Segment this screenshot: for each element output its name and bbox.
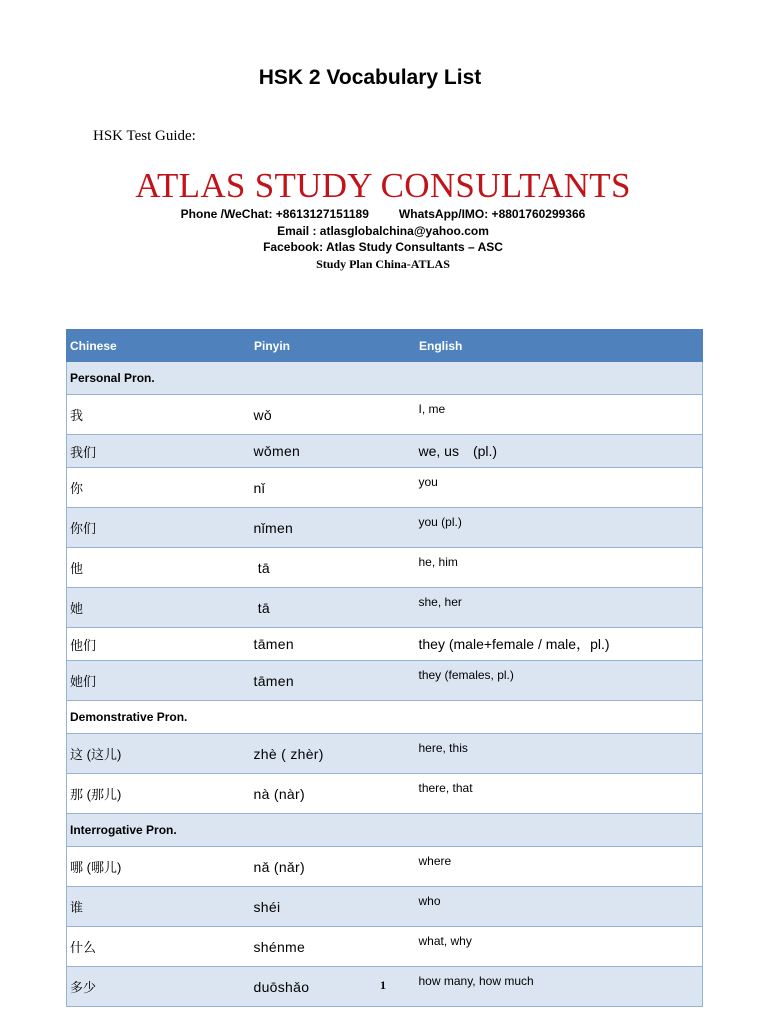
table-row <box>67 734 703 774</box>
section-row <box>67 814 703 847</box>
table-row <box>67 588 703 628</box>
phone-line <box>0 207 766 221</box>
pinyin-cell: shénme <box>251 927 416 967</box>
pinyin-cell: tāmen <box>251 661 416 701</box>
table-row <box>67 548 703 588</box>
section-label: Personal Pron. <box>67 362 703 395</box>
pinyin-cell: nǐ <box>251 468 416 508</box>
english-cell: what, why <box>416 927 703 967</box>
chinese-cell: 她们 <box>67 661 251 701</box>
page-number: 1 <box>380 978 386 992</box>
english-cell: he, him <box>416 548 703 588</box>
table-row <box>67 628 703 661</box>
chinese-cell: 那 (那儿) <box>67 774 251 814</box>
chinese-cell: 她 <box>67 588 251 628</box>
english-cell: here, this <box>416 734 703 774</box>
table-row <box>67 508 703 548</box>
study-plan-line: Study Plan China-ATLAS <box>316 257 450 271</box>
test-guide-label: HSK Test Guide: <box>93 128 196 144</box>
chinese-cell: 多少 <box>67 967 251 1007</box>
pinyin-cell: nà (nàr) <box>251 774 416 814</box>
english-cell: I, me <box>416 395 703 435</box>
table-row <box>67 774 703 814</box>
pinyin-cell: duōshǎo <box>251 967 416 1007</box>
chinese-cell: 什么 <box>67 927 251 967</box>
chinese-cell: 谁 <box>67 887 251 927</box>
pinyin-cell: tā <box>251 588 416 628</box>
pinyin-cell: nǎ (nǎr) <box>251 847 416 887</box>
table-row <box>67 395 703 435</box>
phone-wechat: Phone /WeChat: +8613127151189 <box>180 207 369 221</box>
email-line: Email : atlasglobalchina@yahoo.com <box>277 224 489 238</box>
header-english: English <box>416 330 703 362</box>
table-row <box>67 435 703 468</box>
english-cell: they (females, pl.) <box>416 661 703 701</box>
vocabulary-table <box>66 329 703 1007</box>
chinese-cell: 我 <box>67 395 251 435</box>
english-cell: where <box>416 847 703 887</box>
pinyin-cell: tāmen <box>251 628 416 661</box>
chinese-cell: 我们 <box>67 435 251 468</box>
pinyin-cell: wǒ <box>251 395 416 435</box>
whatsapp-imo: WhatsApp/IMO: +8801760299366 <box>398 207 586 221</box>
header-pinyin: Pinyin <box>251 330 416 362</box>
table-row <box>67 661 703 701</box>
brand-heading: ATLAS STUDY CONSULTANTS <box>135 166 631 205</box>
table-row <box>67 887 703 927</box>
section-row <box>67 362 703 395</box>
chinese-cell: 你们 <box>67 508 251 548</box>
pinyin-cell: wǒmen <box>251 435 416 468</box>
table-header-row <box>67 330 703 362</box>
section-row <box>67 701 703 734</box>
english-cell: you <box>416 468 703 508</box>
english-cell: how many, how much <box>416 967 703 1007</box>
facebook-line: Facebook: Atlas Study Consultants – ASC <box>263 240 503 254</box>
pinyin-cell: nǐmen <box>251 508 416 548</box>
pinyin-cell: shéi <box>251 887 416 927</box>
table-row <box>67 927 703 967</box>
table-row <box>67 847 703 887</box>
section-label: Interrogative Pron. <box>67 814 703 847</box>
english-cell: you (pl.) <box>416 508 703 548</box>
english-cell: she, her <box>416 588 703 628</box>
chinese-cell: 他 <box>67 548 251 588</box>
section-label: Demonstrative Pron. <box>67 701 703 734</box>
pinyin-cell: tā <box>251 548 416 588</box>
english-cell: we, us (pl.) <box>416 435 703 468</box>
english-cell: there, that <box>416 774 703 814</box>
english-cell: they (male+female / male，pl.) <box>416 628 703 661</box>
document-title: HSK 2 Vocabulary List <box>258 66 482 89</box>
pinyin-cell: zhè ( zhèr) <box>251 734 416 774</box>
chinese-cell: 他们 <box>67 628 251 661</box>
chinese-cell: 你 <box>67 468 251 508</box>
table-row <box>67 468 703 508</box>
english-cell: who <box>416 887 703 927</box>
chinese-cell: 哪 (哪儿) <box>67 847 251 887</box>
header-chinese: Chinese <box>67 330 251 362</box>
chinese-cell: 这 (这儿) <box>67 734 251 774</box>
